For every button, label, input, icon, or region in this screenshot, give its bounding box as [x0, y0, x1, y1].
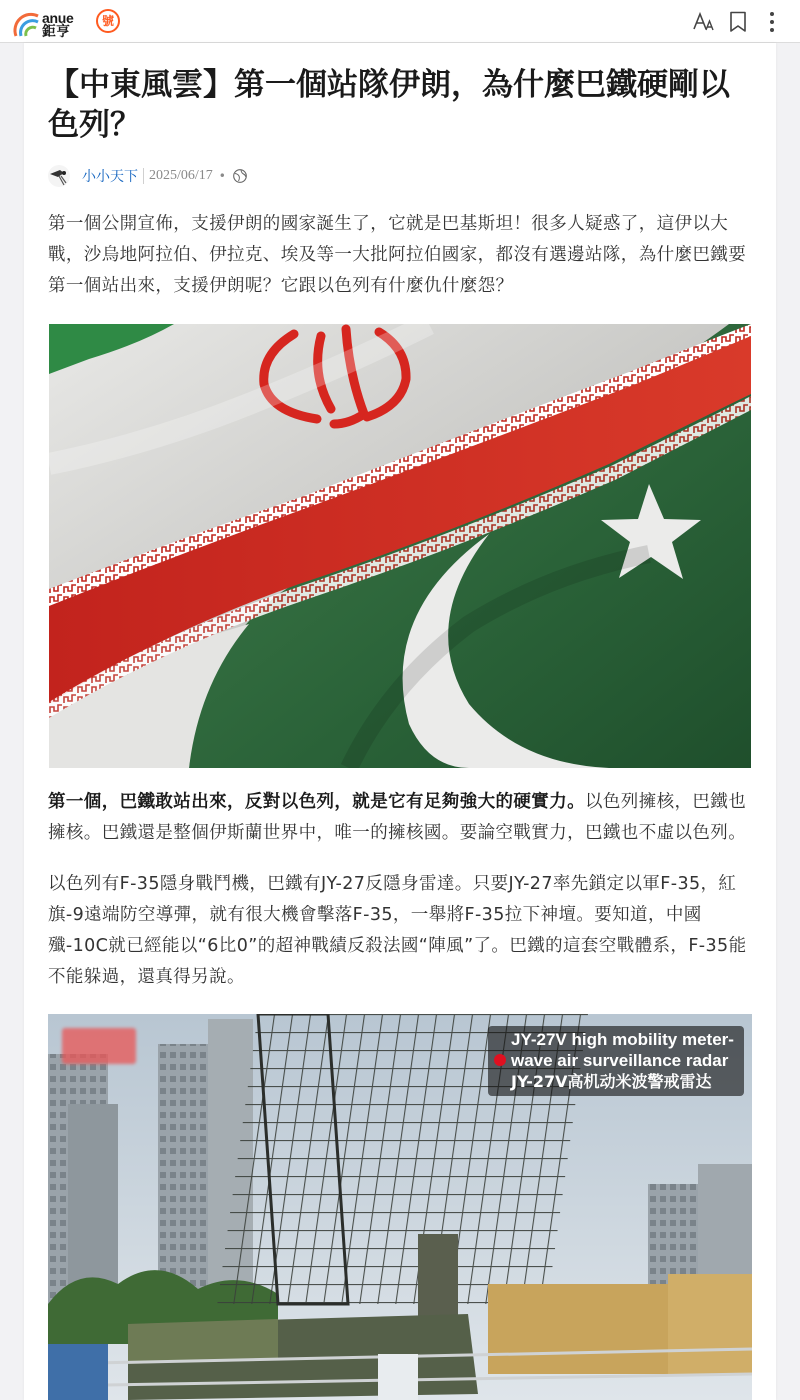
article-card [24, 43, 776, 1400]
anue-logo[interactable] [12, 6, 82, 38]
globe-icon [232, 168, 248, 184]
caption-line-2: wave air surveillance radar [511, 1051, 729, 1070]
bookmark-icon[interactable] [726, 10, 750, 34]
blurred-watermark [62, 1028, 136, 1064]
paragraph-3: 以色列有F-35隱身戰鬥機，巴鐵有JY-27反隱身雷達。只要JY-27率先鎖定以軍F-35，紅旗-9遠端防空導彈，就有很大機會擊落F-35，一舉將F-35拉下神壇。要知道，中國殲-10C就已經能以“6比0”的超神戰績反殺法國“陣風”了。巴鐵的這套空戰體系，F-35能不能躲過，還真得另說。 [48, 874, 747, 987]
logo-text-juheng: 鉅亨 [42, 24, 70, 40]
article-meta [48, 165, 248, 187]
red-dot-icon [494, 1054, 506, 1066]
more-vertical-icon[interactable] [760, 10, 784, 34]
caption-line-3: JY-27V高机动米波警戒雷达 [511, 1072, 712, 1091]
logo-text-anue: anue [42, 10, 74, 26]
meta-dot: • [218, 169, 226, 183]
publish-date: 2025/06/17 [149, 168, 213, 183]
anue-rainbow-icon [12, 8, 42, 38]
iran-pakistan-flags-image [49, 324, 751, 768]
jy27v-radar-image [48, 1014, 752, 1400]
paragraph-1: 第一個公開宣佈，支援伊朗的國家誕生了，它就是巴基斯坦！很多人疑惑了，這伊以大戰，沙烏地阿拉伯、伊拉克、埃及等一大批阿拉伯國家，都沒有選邊站隊，為什麼巴鐵要第一個站出來，支援伊朗呢？它跟以色列有什麼仇什麼怨？ [48, 214, 747, 296]
author-avatar[interactable] [48, 165, 70, 187]
article-title: 【中東風雲】第一個站隊伊朗，為什麼巴鐵硬剛以色列？ [48, 67, 730, 143]
radar-caption [488, 1026, 744, 1096]
font-size-icon[interactable] [692, 10, 716, 34]
paragraph-2-bold: 第一個，巴鐵敢站出來，反對以色列，就是它有足夠強大的硬實力。 [48, 792, 585, 812]
hao-badge-icon[interactable]: 號 [96, 9, 120, 33]
paragraph-2 [48, 787, 760, 849]
author-link[interactable]: 小小天下 [82, 169, 138, 185]
top-app-bar [0, 0, 800, 43]
caption-line-1: JY-27V high mobility meter- [511, 1030, 734, 1049]
paragraph-2-rest: 以色列擁核，巴鐵也擁核。巴鐵還是整個伊斯蘭世界中，唯一的擁核國。要論空戰實力，巴鐵也不虛以色列。 [48, 792, 747, 843]
meta-divider [143, 168, 144, 184]
